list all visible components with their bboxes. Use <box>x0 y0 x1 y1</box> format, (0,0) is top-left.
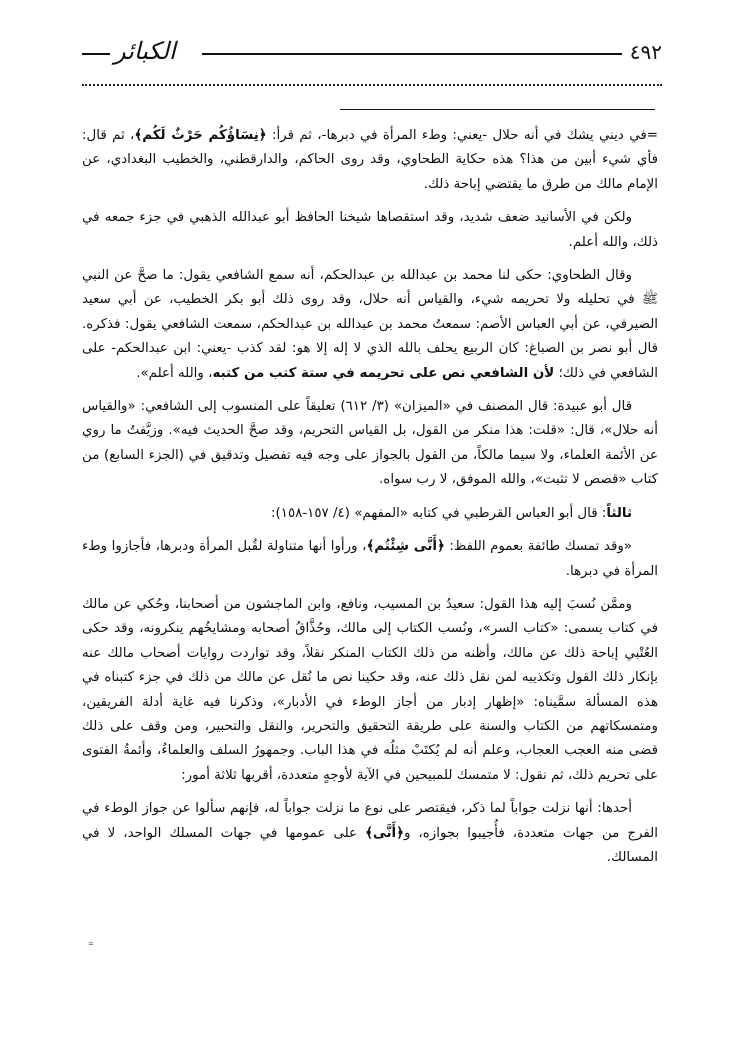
continuation-mark: = <box>88 940 94 948</box>
paragraph <box>82 124 658 197</box>
text-run: ، ورأوا أنها متناولة لقُبل المرأة ودبرها، فأجازوا وطء المرأة في دبرها. <box>82 539 658 579</box>
paragraph <box>82 797 658 870</box>
paragraph <box>82 535 658 584</box>
quran-quote: ﴿نِسَاؤُكُم حَرْثٌ لَكُم﴾ <box>134 128 267 143</box>
text-run: «وقد تمسك طائفة بعموم اللفظ: <box>444 539 632 555</box>
emphasized-text: لأن الشافعي نص على تحريمه في ستة كتب من كتبه <box>212 365 555 381</box>
text-run: ولكن في الأسانيد ضعف شديد، وقد استقصاها شيخنا الحافظ أبو عبدالله الذهبي في جزء جمعه في ذلك، والله أعلم. <box>82 210 658 250</box>
footnote-separator <box>340 109 655 110</box>
paragraph <box>82 395 658 493</box>
text-run: قال أبو عبيدة: قال المصنف في «الميزان» (٣/ ٦١٢) تعليقاً على المنسوب إلى الشافعي: «والقياس أنه حلال»، قال: «قلت: هذا منكر من القول، بل القياس التحريم، وقد صحَّ الحديث فيه». وزيَّفتُ ما روي عن الأئمة العلماء، ولا سيما مالكاً، من القول بالجواز على وجه فيه تفصيل وتدقيق في (الجزء السابع) من كتاب «قصص لا تثبت»، والله الموفق، لا رب سواه. <box>82 399 658 488</box>
text-run: ، والله أعلم». <box>136 365 213 381</box>
text-run: وممَّن نُسبَ إليه هذا القول: سعيدُ بن المسيب، ونافع، وابن الماجشون من أصحابنا، وحُكي عن مالك في كتاب يسمى: «كتاب السر»، ونُسب الكتاب إلى مالك، وحُذَّاقُ أصحابه ومشايخُهم ينكرونه، وقد حكى العُتْبي إباحة ذلك عن مالك، وأظنه من ذلك الكتاب المنكر نقلاً، وقد تواردت روايات أصحاب مالك عنه بإنكار ذلك القول وتكذيبه لمن نقل ذلك عنه، وقد حكينا نص ما نُقل عن مالك من ذلك في جزء كتبناه في هذه المسألة سمَّيناه: «إظهار إدبار من أجاز الوطء في الأدبار»، وذكرنا فيه غاية أدلة الفريقين، ومتمسكاتهم من الكتاب والسنة على طريقة التحقيق والتحرير، والنقل والتحبير، ومن وقف على ذلك قضى منه العجب العجاب، وعلم أنه لم يُكتَبْ مثلُه في هذا الباب. وجمهورُ السلف والعلماءُ، وأئمةُ الفتوى على تحريم ذلك، ثم نقول: لا متمسك للمبيحين في الآية لأوجهٍ متعددة، أقربها ثلاثة أمور: <box>82 596 658 783</box>
quran-quote: ﴿أَنَّى شِئْتُم﴾ <box>366 539 445 555</box>
header-rule <box>202 53 622 55</box>
footnote-continuation <box>82 124 658 879</box>
paragraph <box>82 264 658 386</box>
running-header <box>82 38 662 70</box>
text-run: على عمومها في جهات المسلك الواحد، لا في المسالك. <box>82 825 658 865</box>
text-run: : قال أبو العباس القرطبي في كتابه «المفهم» (٤/ ١٥٧-١٥٨): <box>271 505 607 521</box>
text-run: ، ثم قال: فأي شيء أبين من هذا؟ هذه حكاية الطحاوي، وقد روى الحاكم، والدارقطني، والخطيب البغدادي، عن الإمام مالك من طرق ما يقتضي إباحة ذلك. <box>82 128 658 192</box>
paragraph <box>82 593 658 788</box>
paragraph <box>82 502 658 526</box>
text-run: أحدها: أنها نزلت جواباً لما ذكر، فيقتصر على نوع ما نزلت جواباً له، فإنهم سألوا عن جواز الوطء في الفرج من جهات متعددة، فأُجيبوا بجوازه، و <box>82 801 658 841</box>
section-label: ثالثاً <box>606 505 632 521</box>
text-run: =في ديني يشك في أنه حلال -يعني: وطء المرأة في دبرها-، ثم قرأ: <box>266 128 659 143</box>
text-run: وقال الطحاوي: حكى لنا محمد بن عبدالله بن عبدالحكم، أنه سمع الشافعي يقول: ما صحَّ عن النبي ﷺ في تحليله ولا تحريمه شيء، والقياس أنه حلال، وقد روى ذلك أبو بكر الخطيب، عن أبي سعيد الصيرفي، عن أبي العباس الأصم: سمعتُ محمد بن عبدالله بن عبدالحكم، سمعت الشافعي يقول: فذكره. قال أبو نصر بن الصباغ: كان الربيع يحلف بالله الذي لا إله إلا هو: لقد كذب -يعني: ابن عبدالحكم- على الشافعي في ذلك؛ <box>82 268 658 381</box>
header-rule-short <box>82 53 110 55</box>
paragraph <box>82 206 658 255</box>
dotted-divider <box>82 84 662 86</box>
page-number: ٤٩٢ <box>629 40 662 64</box>
running-title: الكبائر <box>114 37 176 65</box>
quran-quote: ﴿أَنَّى﴾ <box>365 825 404 841</box>
